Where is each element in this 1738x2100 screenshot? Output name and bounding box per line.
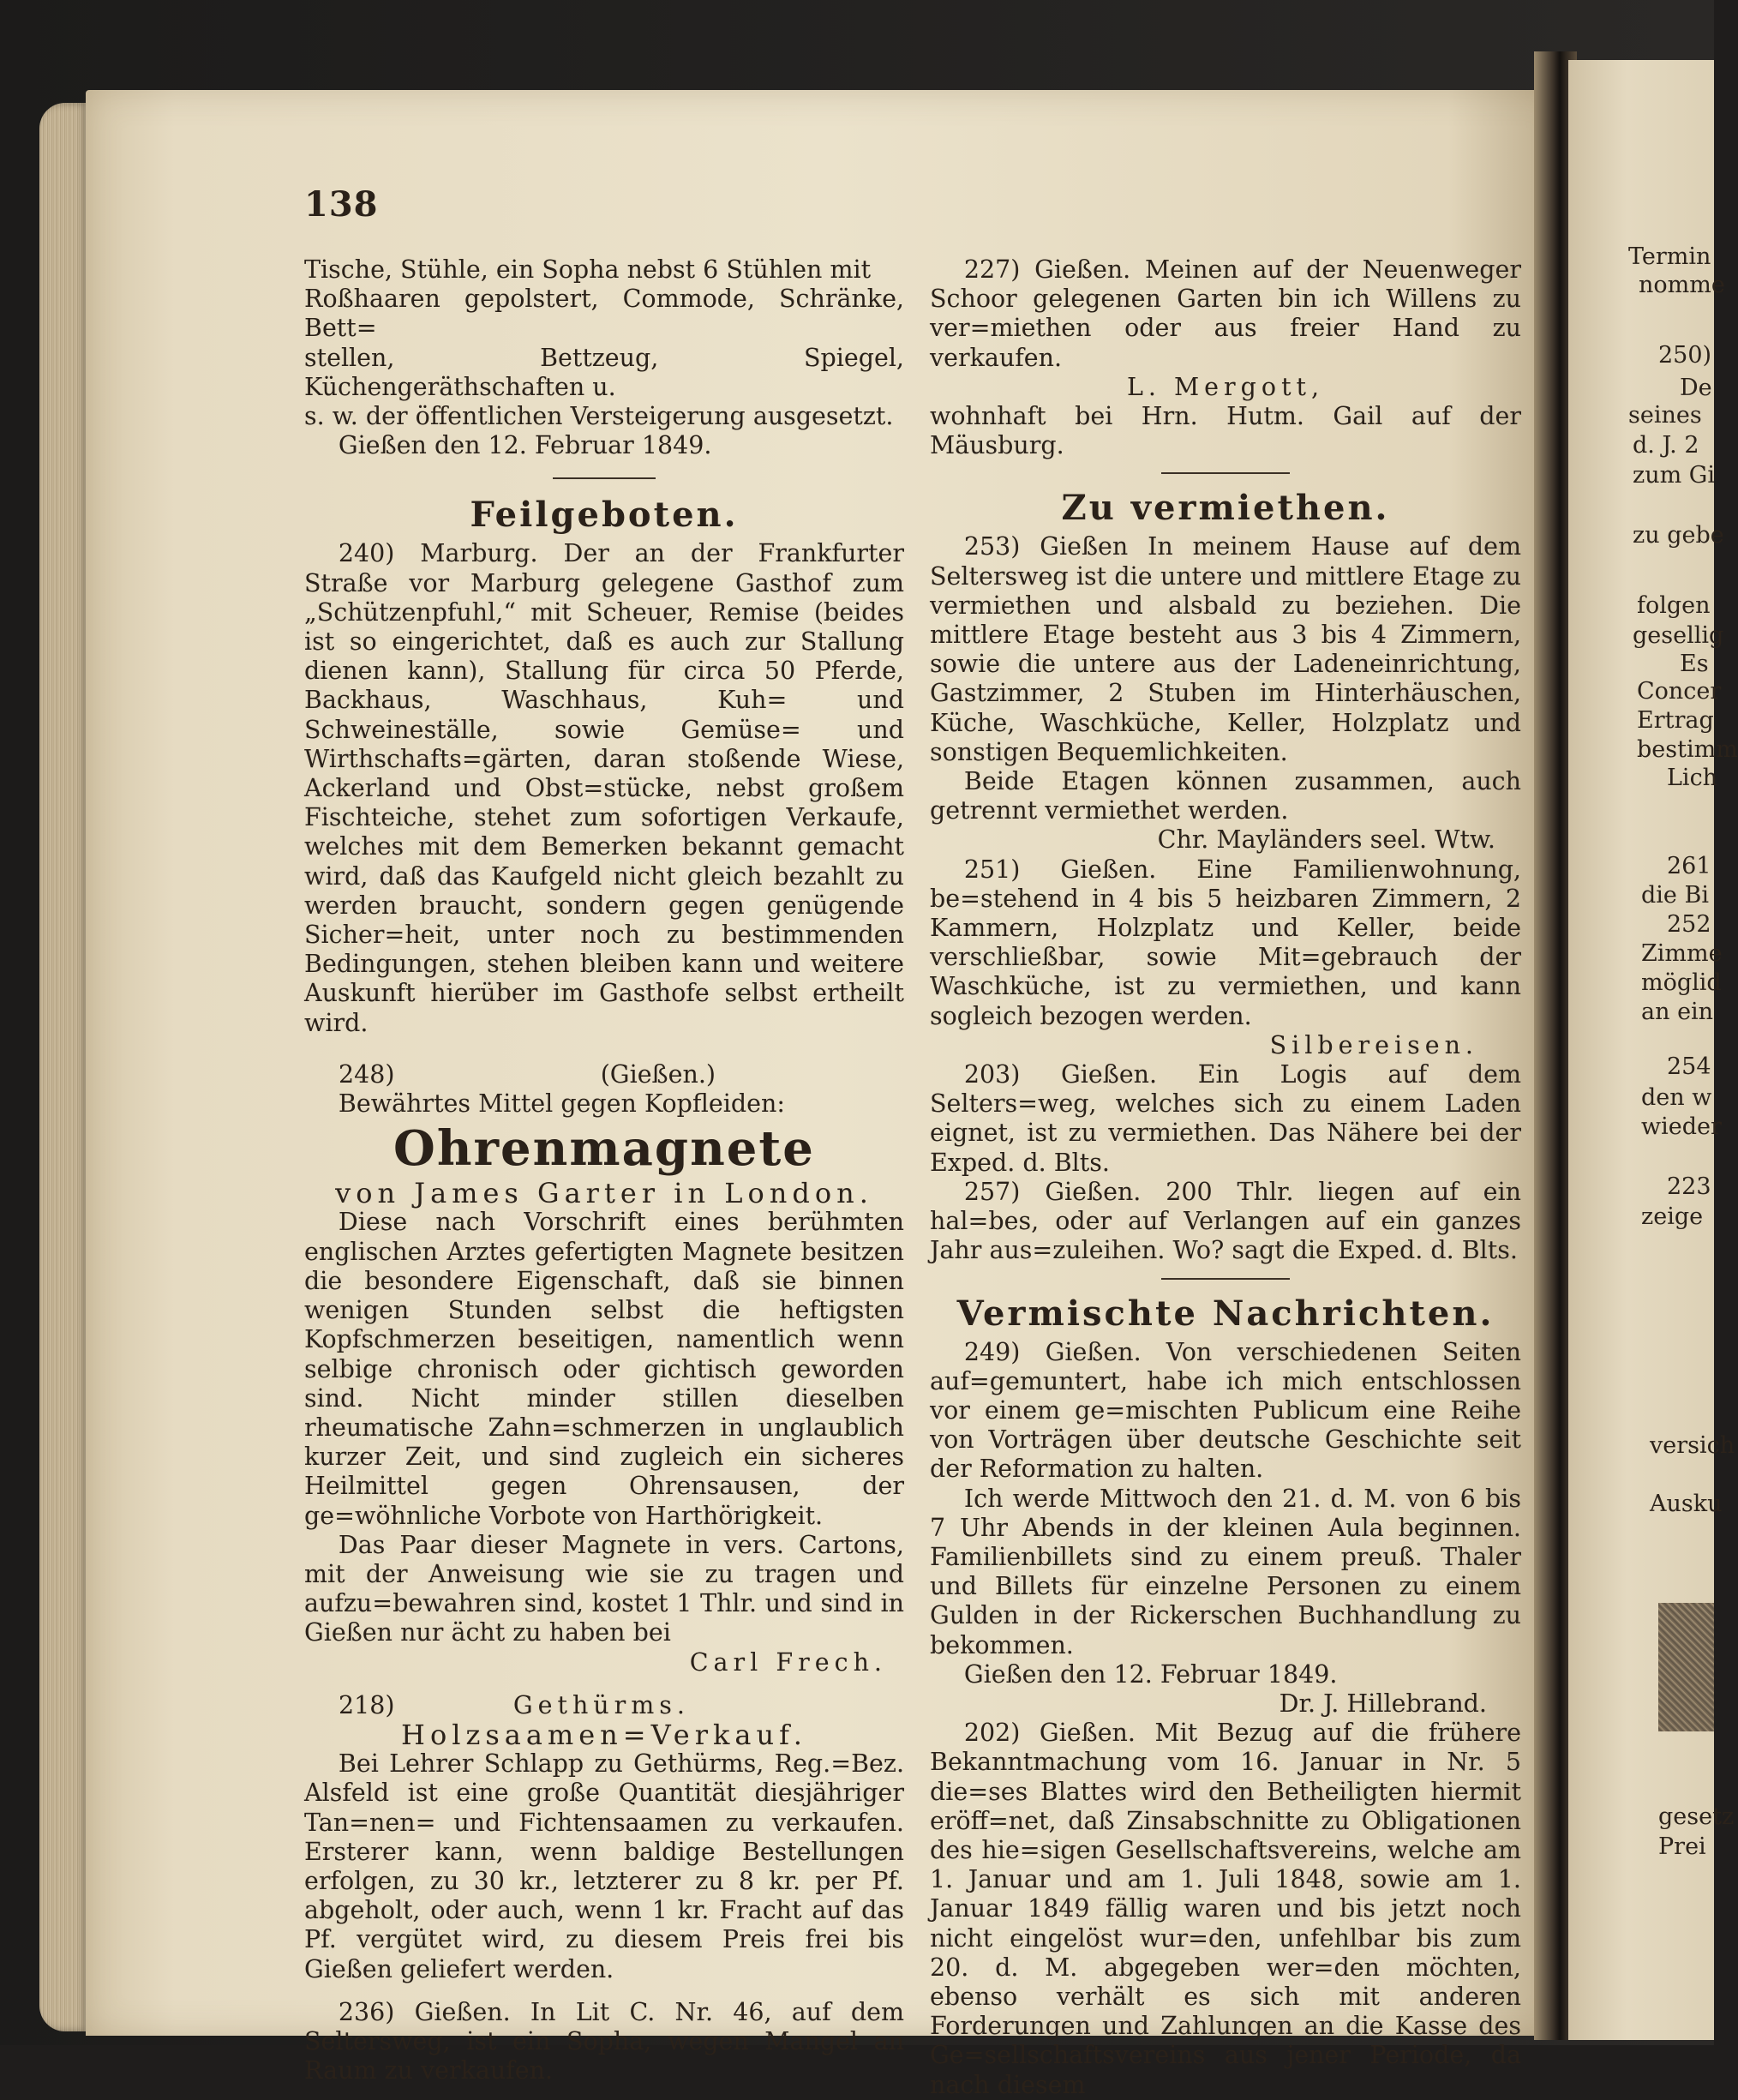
fragment: die Bi	[1641, 882, 1709, 909]
ad-249-signature: Dr. J. Hillebrand.	[1279, 1689, 1487, 1718]
fragment: gesellig	[1633, 622, 1724, 649]
facing-page-illustration	[1658, 1603, 1714, 1731]
ad-251-signature: Silbereisen.	[1269, 1030, 1478, 1059]
left-column	[304, 255, 904, 2085]
ad-249-date: Gießen den 12. Februar 1849.	[963, 1659, 1338, 1689]
fragment: 254	[1667, 1053, 1711, 1080]
section-divider	[1161, 1278, 1290, 1280]
ad-number: 218)	[339, 1690, 395, 1719]
ad-248-title: Ohrenmagnete	[393, 1120, 815, 1178]
ad-253-note: Beide Etagen können zusammen, auch getrennt vermiethet werden.	[930, 767, 1521, 825]
ad-236: 236) Gießen. In Lit C. Nr. 46, auf dem Seltersweg, ist ein Sopha, wegen Mangel an Raum zu verkaufen.	[304, 1997, 904, 2085]
fragment: Zimme	[1641, 940, 1723, 967]
ad-253-signature: Chr. Mayländers seel. Wtw.	[1157, 825, 1495, 855]
text-line: Tische, Stühle, ein Sopha nebst 6 Stühlen mit	[304, 255, 872, 284]
fragment: Ertrag	[1637, 707, 1714, 734]
fragment: Ausku	[1650, 1491, 1723, 1517]
fragment: seines	[1628, 402, 1702, 429]
fragment: Concer	[1637, 678, 1722, 705]
ad-248-price: Das Paar dieser Magnete in vers. Cartons, mit der Anweisung wie sie zu tragen und aufzu=bewahren sind, kostet 1 Thlr. und sind in Gießen nur ächt zu haben bei	[304, 1530, 904, 1647]
ad-place: (Gießen.)	[600, 1059, 716, 1089]
page-number: 138	[304, 184, 379, 225]
ad-248-subtitle: Bewährtes Mittel gegen Kopfleiden:	[338, 1089, 785, 1119]
fragment: zum Gi	[1633, 462, 1716, 489]
fragment: d. J. 2	[1633, 432, 1699, 459]
fragment: 223	[1667, 1173, 1711, 1200]
fragment: Prei	[1658, 1833, 1706, 1860]
right-column	[930, 255, 1521, 2100]
ad-227: 227) Gießen. Meinen auf der Neuenweger Schoor gelegenen Garten bin ich Willens zu ver=miethen oder aus freier Hand zu verkaufen.	[930, 255, 1521, 372]
ad-202: 202) Gießen. Mit Bezug auf die frühere Bekanntmachung vom 16. Januar in Nr. 5 die=ses Blattes wird den Betheiligten hiermit eröff=net, daß Zinsabschnitte zu Obligationen des hie=sigen Gesellschaftsvereins, welche am 1. Januar und am 1. Juli 1848, sowie am 1. Januar 1849 fällig waren und bis jetzt noch nicht eingelöst wur=den, unfehlbar bis zum 20. d. M. abgegeben wer=den möchten, ebenso verhält es sich mit anderen Forderungen und Zahlungen an die Kasse des Ge=sellschaftsvereins aus jener Periode, da nach diesem	[930, 1719, 1521, 2099]
ad-227-signature: L. Mergott,	[1126, 372, 1325, 401]
ad-218-title: Holzsaamen=Verkauf.	[401, 1718, 807, 1751]
ad-249: 249) Gießen. Von verschiedenen Seiten auf=gemuntert, habe ich mich entschlossen vor einem ge=mischten Publicum eine Reihe von Vorträgen über deutsche Geschichte seit der Reformation zu halten.	[930, 1337, 1521, 1484]
fragment: zeige	[1641, 1203, 1704, 1230]
fragment: Lich	[1667, 765, 1718, 791]
fragment: wieder	[1641, 1113, 1722, 1140]
section-divider	[1161, 472, 1290, 474]
ad-248-origin: von James Garter in London.	[335, 1177, 873, 1210]
notice-date: Gießen den 12. Februar 1849.	[338, 431, 712, 460]
fragment: Termin	[1628, 243, 1711, 270]
ad-240: 240) Marburg. Der an der Frankfurter Straße vor Marburg gelegene Gasthof zum „Schützenpfuhl,“ mit Scheuer, Remise (beides ist so eingerichtet, daß es auch zur Stallung dienen kann), Stallung für circa 50 Pferde, Backhaus, Waschhaus, Kuh= und Schweineställe, sowie Gemüse= und Wirthschafts=gärten, daran stoßende Wiese, Ackerland und Obst=stücke, nebst großem Fischteiche, stehet zum sofortigen Verkaufe, welches mit dem Bemerken bekannt gemacht wird, daß das Kaufgeld nicht gleich bezahlt zu werden braucht, sondern gegen genügende Sicher=heit, unter noch zu bestimmenden Bedingungen, stehen bleiben kann und weitere Auskunft hierüber im Gasthofe selbst ertheilt wird.	[304, 539, 904, 1037]
continued-notice	[304, 255, 904, 460]
fragment: Es	[1680, 651, 1709, 677]
ad-218-body: Bei Lehrer Schlapp zu Gethürms, Reg.=Bez. Alsfeld ist eine große Quantität diesjähriger Tan=nen= und Fichtensaamen zu verkaufen. Ersterer kann, wenn baldige Bestellungen erfolgen, zu 30 kr., letzterer zu 8 kr. per Pf. abgeholt, oder auch, wenn 1 kr. Fracht auf das Pf. vergütet wird, zu diesem Preis frei bis Gießen geliefert werden.	[304, 1749, 904, 1983]
fragment: gesetz	[1658, 1803, 1735, 1830]
ad-248-body: Diese nach Vorschrift eines berühmten englischen Arztes gefertigten Magnete besitzen die besondere Eigenschaft, daß sie binnen wenigen Stunden selbst die heftigsten Kopfschmerzen beseitigen, namentlich wenn selbige chronisch oder gichtisch geworden sind. Nicht minder stillen dieselben rheumatische Zahn=schmerzen in unglaublich kurzer Zeit, und sind zugleich ein sicheres Heilmittel gegen Ohrensausen, der ge=wöhnliche Vorbote von Harthörigkeit.	[304, 1208, 904, 1530]
ad-257: 257) Gießen. 200 Thlr. liegen auf ein hal=bes, oder auf Verlangen auf ein ganzes Jahr aus=zuleihen. Wo? sagt die Exped. d. Blts.	[930, 1177, 1521, 1265]
book-edge	[39, 103, 89, 2031]
fragment: nomme	[1639, 272, 1725, 298]
fragment: zu gebe	[1633, 522, 1724, 549]
fragment: De	[1680, 375, 1712, 401]
ad-251: 251) Gießen. Eine Familienwohnung, be=stehend in 4 bis 5 heizbaren Zimmern, 2 Kammern, Holzplatz und Keller, beide verschließbar, sowie Mit=gebrauch der Waschküche, ist zu vermiethen, und kann sogleich bezogen werden.	[930, 855, 1521, 1030]
ad-249-details: Ich werde Mittwoch den 21. d. M. von 6 bis 7 Uhr Abends in der kleinen Aula beginnen. Familienbillets sind zu einem preuß. Thaler und Billets für einzelne Personen zu einem Gulden in der Rickerschen Buchhandlung zu bekommen.	[930, 1484, 1521, 1659]
ad-248-header	[304, 1060, 904, 1089]
text-line: Roßhaaren gepolstert, Commode, Schränke, Bett=	[304, 285, 904, 343]
fragment: bestimm	[1637, 736, 1738, 763]
fragment: an ein	[1641, 999, 1714, 1025]
fragment: folgen	[1637, 592, 1711, 619]
section-divider	[553, 477, 656, 479]
ad-248-signature: Carl Frech.	[689, 1647, 887, 1677]
fragment: versich	[1650, 1432, 1735, 1459]
fragment: 261	[1667, 853, 1711, 879]
fragment: möglid	[1641, 969, 1722, 996]
section-heading-vermischte-nachrichten: Vermischte Nachrichten.	[956, 1293, 1495, 1334]
fragment: den w	[1641, 1084, 1712, 1111]
text-line: s. w. der öffentlichen Versteigerung ausgesetzt.	[304, 402, 894, 431]
ad-203: 203) Gießen. Ein Logis auf dem Selters=weg, welches sich zu einem Laden eignet, ist zu vermiethen. Das Nähere bei der Exped. d. Blts.	[930, 1060, 1521, 1177]
section-heading-zu-vermiethen: Zu vermiethen.	[1061, 488, 1390, 529]
ad-253: 253) Gießen In meinem Hause auf dem Seltersweg ist die untere und mittlere Etage zu vermiethen und alsbald zu beziehen. Die mittlere Etage besteht aus 3 bis 4 Zimmern, sowie die untere aus der Ladeneinrichtung, Gastzimmer, 2 Stuben im Hinterhäuschen, Küche, Waschküche, Keller, Holzplatz und sonstigen Bequemlichkeiten.	[930, 532, 1521, 766]
text-line: stellen, Bettzeug, Spiegel, Küchengeräthschaften u.	[304, 343, 904, 401]
fragment: 252	[1667, 911, 1711, 938]
ad-number: 248)	[339, 1059, 395, 1089]
fragment: 250)	[1658, 342, 1712, 369]
ad-218-header	[304, 1691, 904, 1720]
ad-227-address: wohnhaft bei Hrn. Hutm. Gail auf der Mäusburg.	[930, 402, 1521, 460]
section-heading-feilgeboten: Feilgeboten.	[470, 495, 739, 536]
ad-place: Gethürms.	[512, 1690, 690, 1719]
